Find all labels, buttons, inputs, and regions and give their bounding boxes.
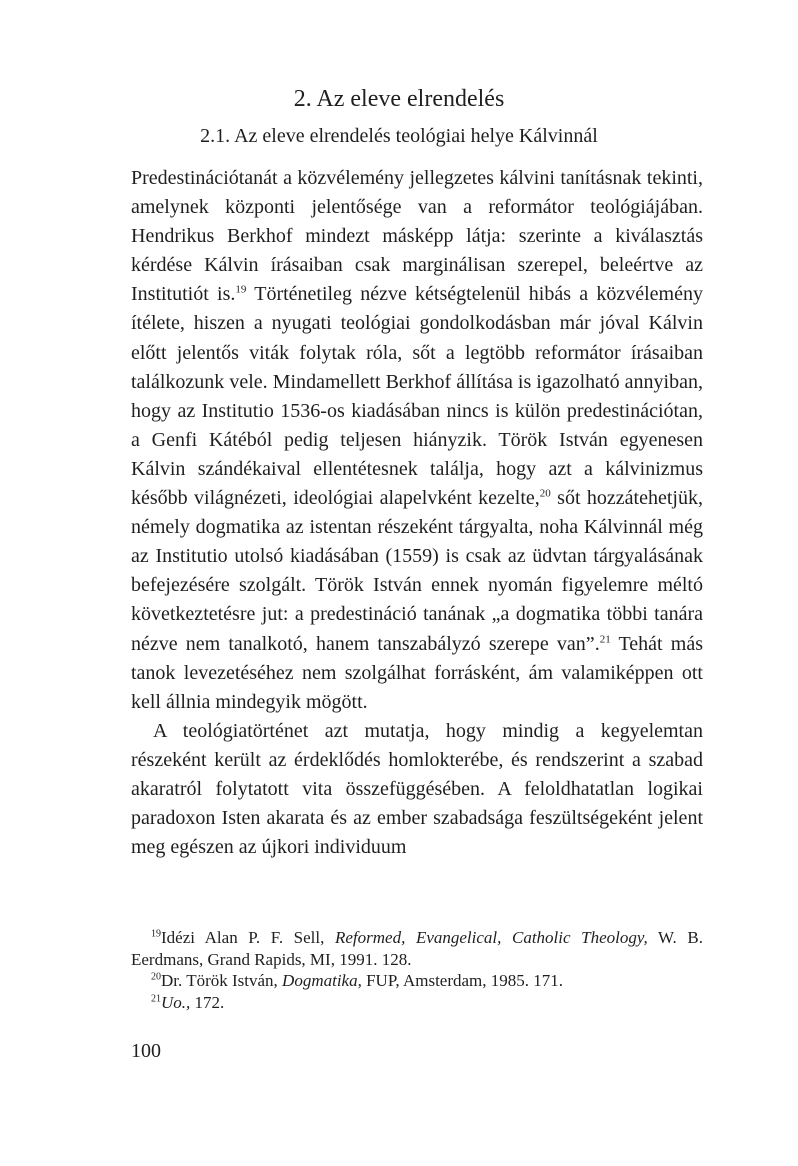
paragraph-1-text-d: Tehát más tanok levezetéséhez nem szolgálhat forrásként, ám valamiképpen ott kell állnia mindegyik mögött. [131,632,703,713]
footnote-text: Dr. Török István, [161,971,283,991]
footnote-ref-19: 19 [235,283,247,296]
footnote-title: Uo., [161,993,191,1013]
footnote-number: 19 [151,928,161,940]
body-text [131,164,703,862]
page-number: 100 [131,1040,161,1062]
paragraph-2-text: A teológiatörténet azt mutatja, hogy mindig a kegyelemtan részeként került az érdeklődés homlokterébe, és rendszerint a szabad akaratról folytatott vita összefüggésében. A feloldhatatlan logikai paradoxon Isten akarata és az ember szabadsága feszültségeként jelent meg egészen az újkori individuum [131,719,703,859]
footnote-title: Dogmatika, [282,971,362,991]
paragraph-1-text-b: Történetileg nézve kétségtelenül hibás a közvélemény ítélete, hiszen a nyugati teológiai gondolkodásban már jóval Kálvin előtt jelentős viták folytak róla, sőt a legtöbb reformátor írásaiban találkozunk vele. Mindamellett Berkhof állítása is igazolható annyiban, hogy az Institutio 1536-os kiadásában nincs is külön predestinációtan, a Genfi Kátéból pedig teljesen hiányzik. Török István egyenesen Kálvin szándékaival ellentétesnek találja, hogy azt a kálvinizmus később világnézeti, ideológiai alapelvként kezelte, [131,283,703,510]
footnote-number: 20 [151,971,161,983]
chapter-title: 2. Az eleve elrendelés [293,86,505,112]
footnote-19 [131,927,703,970]
footnote-text: FUP, Amsterdam, 1985. 171. [361,971,564,991]
paragraph-1-text-c: sőt hozzátehetjük, némely dogmatika az istentan részeként tárgyalta, noha Kálvinnál még az Institutio utolsó kiadásában (1559) is csak az üdvtan tárgyalásának befejezésére szolgált. Török István ennek nyomán figyelemre méltó következtetésre jut: a predestináció tanának „a dogmatika többi tanára nézve nem tanalkotó, hanem tanszabályzó szerepe van”. [131,487,703,655]
footnote-ref-20: 20 [539,487,551,500]
paragraph-1-text-a: Predestinációtanát a közvélemény jellegzetes kálvini tanításnak tekinti, amelynek központi jelentősége van a reformátor teológiájában. Hendrikus Berkhof mindezt másképp látja: szerinte a kiválasztás kérdése Kálvin írásaiban csak marginálisan szerepel, beleértve az Institutiót is. [131,167,703,306]
footnote-20 [131,970,703,992]
footnote-ref-21: 21 [599,632,611,645]
footnote-text: W. B. Eerdmans, Grand Rapids, MI, 1991. 128. [131,928,703,969]
paragraph-1 [131,164,703,717]
footnote-number: 21 [151,993,161,1005]
footnote-title: Reformed, Evangelical, Catholic Theology, [335,928,648,947]
paragraph-2 [131,717,703,862]
footnote-21 [131,992,703,1014]
footnotes [131,927,703,1014]
section-title: 2.1. Az eleve elrendelés teológiai helye Kálvinnál [200,125,598,147]
footnote-text: 172. [190,993,225,1013]
footnote-text: Idézi Alan P. F. Sell, [161,928,335,947]
